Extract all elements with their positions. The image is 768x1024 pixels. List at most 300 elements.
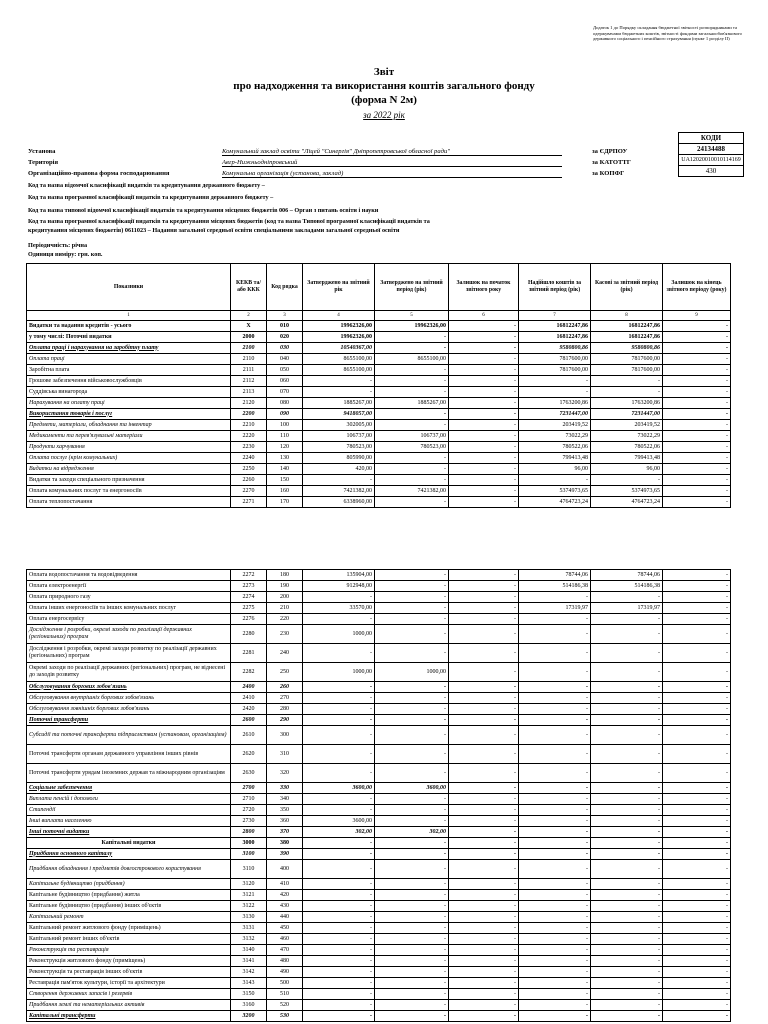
katottg-code: UA12020010010114169 xyxy=(679,155,744,166)
row-code-cell: 130 xyxy=(267,453,303,464)
value-cell: - xyxy=(303,376,375,387)
value-cell: - xyxy=(519,978,591,989)
value-cell: - xyxy=(303,682,375,693)
value-cell: - xyxy=(591,387,663,398)
value-cell: 7817600,00 xyxy=(519,365,591,376)
value-cell: - xyxy=(375,581,449,592)
value-cell: - xyxy=(449,486,519,497)
table-row xyxy=(27,849,731,860)
row-label: Заробітна плата xyxy=(27,365,231,376)
value-cell: - xyxy=(519,644,591,663)
row-code-cell: 420 xyxy=(267,890,303,901)
value-cell: 8655100,00 xyxy=(375,354,449,365)
value-cell: 78744,06 xyxy=(519,570,591,581)
row-label: Медикаменти та перев'язувальні матеріали xyxy=(27,431,231,442)
kekv-cell: 2270 xyxy=(231,486,267,497)
value-cell: - xyxy=(663,431,731,442)
value-cell: - xyxy=(591,956,663,967)
column-header: Показники xyxy=(27,264,231,311)
value-cell: - xyxy=(449,497,519,508)
value-cell: - xyxy=(449,387,519,398)
row-label: Обслуговування внутрішніх боргових зобов'язань xyxy=(27,693,231,704)
row-code-cell: 450 xyxy=(267,923,303,934)
row-code-cell: 430 xyxy=(267,901,303,912)
value-cell: - xyxy=(449,343,519,354)
row-label: Продукти харчування xyxy=(27,442,231,453)
value-cell: - xyxy=(519,376,591,387)
kekv-cell: 3140 xyxy=(231,945,267,956)
value-cell: - xyxy=(663,581,731,592)
value-cell: - xyxy=(663,901,731,912)
row-label: Оплата комунальних послуг та енергоносіїв xyxy=(27,486,231,497)
value-cell: - xyxy=(519,879,591,890)
row-code-cell: 510 xyxy=(267,989,303,1000)
kekv-cell: 2000 xyxy=(231,332,267,343)
value-cell: - xyxy=(663,570,731,581)
value-cell: - xyxy=(375,497,449,508)
value-cell: - xyxy=(375,592,449,603)
value-cell: - xyxy=(663,644,731,663)
kekv-cell: 2280 xyxy=(231,625,267,644)
table-row xyxy=(27,816,731,827)
value-cell: - xyxy=(591,805,663,816)
value-cell: 4764723,24 xyxy=(519,497,591,508)
value-cell: - xyxy=(303,715,375,726)
value-cell: - xyxy=(449,805,519,816)
value-cell: - xyxy=(663,849,731,860)
value-cell: - xyxy=(375,805,449,816)
value-cell: - xyxy=(375,745,449,764)
value-cell: 96,00 xyxy=(591,464,663,475)
value-cell: - xyxy=(449,764,519,783)
value-cell: 19962326,00 xyxy=(303,332,375,343)
row-label: Капітальне будівництво (придбання) xyxy=(27,879,231,890)
row-code-cell: 030 xyxy=(267,343,303,354)
table-row xyxy=(27,693,731,704)
row-code-cell: 060 xyxy=(267,376,303,387)
value-cell: - xyxy=(375,387,449,398)
value-cell: 1763200,86 xyxy=(591,398,663,409)
row-code-cell: 140 xyxy=(267,464,303,475)
value-cell: - xyxy=(591,1011,663,1022)
kekv-cell: 3142 xyxy=(231,967,267,978)
kopfg-code: 430 xyxy=(679,166,744,177)
value-cell: - xyxy=(449,376,519,387)
row-label: Капітальні трансферти xyxy=(27,1011,231,1022)
value-cell: - xyxy=(449,365,519,376)
value-cell: - xyxy=(591,704,663,715)
value-cell: - xyxy=(375,420,449,431)
value-cell: - xyxy=(375,764,449,783)
column-header: Надійшло коштів за звітний період (рік) xyxy=(519,264,591,311)
table-row xyxy=(27,956,731,967)
kekv-cell: 2230 xyxy=(231,442,267,453)
value-cell: 5374973,65 xyxy=(519,486,591,497)
row-code-cell: 210 xyxy=(267,603,303,614)
value-cell: 9418057,00 xyxy=(303,409,375,420)
row-label: Предмети, матеріали, обладнання та інвентар xyxy=(27,420,231,431)
table-row xyxy=(27,945,731,956)
value-cell: 302,00 xyxy=(375,827,449,838)
value-cell: - xyxy=(449,827,519,838)
row-code-cell: 260 xyxy=(267,682,303,693)
value-cell: - xyxy=(375,343,449,354)
row-code-cell: 390 xyxy=(267,849,303,860)
row-label: Реконструкція та реставрація інших об'єктів xyxy=(27,967,231,978)
row-label: Поточні трансферти урядам іноземних держав та міжнародним організаціям xyxy=(27,764,231,783)
value-cell: - xyxy=(663,442,731,453)
kekv-cell: 2710 xyxy=(231,794,267,805)
value-cell: - xyxy=(663,603,731,614)
value-cell: 9580800,86 xyxy=(519,343,591,354)
value-cell: - xyxy=(663,592,731,603)
row-label: Дослідження і розробки, окремі заходи розвитку по реалізації державних (регіональних) програм xyxy=(27,644,231,663)
kekv-cell: 2250 xyxy=(231,464,267,475)
value-cell: - xyxy=(591,625,663,644)
value-cell: 16812247,86 xyxy=(519,321,591,332)
value-cell: - xyxy=(591,890,663,901)
kopfg-label: за КОПФГ xyxy=(592,170,625,177)
value-cell: 514186,38 xyxy=(519,581,591,592)
value-cell: - xyxy=(303,693,375,704)
table-row xyxy=(27,398,731,409)
row-label: Оплата праці і нарахування на заробітну плату xyxy=(27,343,231,354)
value-cell: - xyxy=(663,365,731,376)
value-cell: - xyxy=(663,764,731,783)
row-label: Оплата праці xyxy=(27,354,231,365)
classification-line: Код та назва програмної класифікації видатків та кредитування державного бюджету – xyxy=(28,194,274,201)
value-cell: 73022,29 xyxy=(591,431,663,442)
value-cell: - xyxy=(375,956,449,967)
row-code-cell: 340 xyxy=(267,794,303,805)
kekv-cell: 2276 xyxy=(231,614,267,625)
table-row xyxy=(27,431,731,442)
value-cell: - xyxy=(663,945,731,956)
kekv-cell: 2113 xyxy=(231,387,267,398)
value-cell: 7231447,00 xyxy=(519,409,591,420)
ownership-form-label: Організаційно-правова форма господарювання xyxy=(28,170,170,177)
row-code-cell: 370 xyxy=(267,827,303,838)
row-label: Створення державних запасів і резервів xyxy=(27,989,231,1000)
value-cell: 780522,06 xyxy=(519,442,591,453)
value-cell: - xyxy=(663,715,731,726)
column-header: Касові за звітний період (рік) xyxy=(591,264,663,311)
row-code-cell: 520 xyxy=(267,1000,303,1011)
row-code-cell: 240 xyxy=(267,644,303,663)
value-cell: - xyxy=(663,663,731,682)
value-cell: - xyxy=(591,901,663,912)
kekv-cell: 3110 xyxy=(231,860,267,879)
row-code-cell: 310 xyxy=(267,745,303,764)
value-cell: - xyxy=(591,376,663,387)
value-cell: 1000,00 xyxy=(303,663,375,682)
value-cell: - xyxy=(449,409,519,420)
value-cell: - xyxy=(303,592,375,603)
table-row xyxy=(27,901,731,912)
value-cell: - xyxy=(449,860,519,879)
value-cell: - xyxy=(663,890,731,901)
value-cell: - xyxy=(449,989,519,1000)
value-cell: - xyxy=(519,912,591,923)
kekv-cell: 2700 xyxy=(231,783,267,794)
kekv-cell: 3143 xyxy=(231,978,267,989)
row-code-cell: 110 xyxy=(267,431,303,442)
row-label: Придбання землі та нематеріальних активів xyxy=(27,1000,231,1011)
value-cell: 135904,00 xyxy=(303,570,375,581)
value-cell: - xyxy=(375,682,449,693)
katottg-label: за КАТОТТГ xyxy=(592,159,631,166)
kekv-cell: 2210 xyxy=(231,420,267,431)
row-label: Капітальний ремонт xyxy=(27,912,231,923)
periodicity: Періодичність: річна xyxy=(28,242,88,249)
kekv-cell: 2800 xyxy=(231,827,267,838)
table-row xyxy=(27,497,731,508)
value-cell: - xyxy=(519,682,591,693)
row-label: Інші виплати населенню xyxy=(27,816,231,827)
value-cell: 302005,00 xyxy=(303,420,375,431)
row-label: Поточні трансферти xyxy=(27,715,231,726)
value-cell: - xyxy=(449,625,519,644)
value-cell: - xyxy=(663,1011,731,1022)
value-cell: - xyxy=(375,1011,449,1022)
kekv-cell: 3131 xyxy=(231,923,267,934)
value-cell: - xyxy=(375,570,449,581)
value-cell: - xyxy=(375,376,449,387)
appendix-note: Додаток 1 до Порядку складання бюджетної звітності розпорядниками та одержувачами бюджетних коштів, звітності фондами загальнообов'язкового державного соціального і пенсійного страхування (пункт 1 розділу ІІ) xyxy=(593,25,742,42)
value-cell: - xyxy=(591,644,663,663)
value-cell: 17319,97 xyxy=(519,603,591,614)
column-number: 2 xyxy=(231,311,267,321)
value-cell: - xyxy=(663,614,731,625)
row-label: Обслуговування зовнішніх боргових зобов'язань xyxy=(27,704,231,715)
kekv-cell: 2120 xyxy=(231,398,267,409)
value-cell: - xyxy=(663,475,731,486)
value-cell: - xyxy=(591,726,663,745)
value-cell: - xyxy=(449,693,519,704)
row-label: Дослідження і розробки, окремі заходи по реалізації державних (регіональних) програм xyxy=(27,625,231,644)
value-cell: 16812247,86 xyxy=(519,332,591,343)
table-row xyxy=(27,464,731,475)
table-row xyxy=(27,890,731,901)
codes-header: КОДИ xyxy=(679,133,744,144)
value-cell: 203419,52 xyxy=(591,420,663,431)
row-code-cell: 460 xyxy=(267,934,303,945)
table-row xyxy=(27,343,731,354)
row-label: Стипендії xyxy=(27,805,231,816)
row-label: Оплата інших енергоносіїв та інших комунальних послуг xyxy=(27,603,231,614)
value-cell: - xyxy=(591,783,663,794)
row-label: Соціальне забезпечення xyxy=(27,783,231,794)
value-cell: - xyxy=(375,1000,449,1011)
kekv-cell: 2110 xyxy=(231,354,267,365)
value-cell: 1000,00 xyxy=(375,663,449,682)
table-row xyxy=(27,332,731,343)
row-code-cell: 350 xyxy=(267,805,303,816)
value-cell: - xyxy=(449,923,519,934)
kekv-cell: 2272 xyxy=(231,570,267,581)
value-cell: - xyxy=(519,704,591,715)
value-cell: - xyxy=(591,764,663,783)
kekv-cell: 2730 xyxy=(231,816,267,827)
table-row xyxy=(27,805,731,816)
value-cell: - xyxy=(449,614,519,625)
value-cell: - xyxy=(663,978,731,989)
kekv-cell: 3141 xyxy=(231,956,267,967)
column-header: Затверджено на звітний рік xyxy=(303,264,375,311)
value-cell: 780522,06 xyxy=(591,442,663,453)
table-row xyxy=(27,409,731,420)
value-cell: - xyxy=(519,860,591,879)
value-cell: - xyxy=(519,945,591,956)
value-cell: - xyxy=(449,442,519,453)
table-header-row xyxy=(27,264,731,311)
table-row xyxy=(27,934,731,945)
value-cell: - xyxy=(663,879,731,890)
row-label: Обслуговування боргових зобов'язань xyxy=(27,682,231,693)
value-cell: - xyxy=(375,978,449,989)
row-code-cell: 100 xyxy=(267,420,303,431)
value-cell: - xyxy=(449,592,519,603)
value-cell: 96,00 xyxy=(519,464,591,475)
value-cell: - xyxy=(375,934,449,945)
value-cell: - xyxy=(449,715,519,726)
value-cell: - xyxy=(449,398,519,409)
value-cell: - xyxy=(303,1011,375,1022)
row-label: Інші поточні видатки xyxy=(27,827,231,838)
row-label: Капітальне будівництво (придбання) інших об'єктів xyxy=(27,901,231,912)
row-code-cell: 410 xyxy=(267,879,303,890)
value-cell: - xyxy=(449,794,519,805)
row-label: Капітальний ремонт житлового фонду (приміщень) xyxy=(27,923,231,934)
value-cell: - xyxy=(519,849,591,860)
table-row xyxy=(27,354,731,365)
row-label: Використання товарів і послуг xyxy=(27,409,231,420)
value-cell: - xyxy=(375,923,449,934)
row-code-cell: 230 xyxy=(267,625,303,644)
kekv-cell: 2275 xyxy=(231,603,267,614)
value-cell: - xyxy=(591,923,663,934)
column-number: 8 xyxy=(591,311,663,321)
row-label: Реконструкція та реставрація xyxy=(27,945,231,956)
value-cell: - xyxy=(449,890,519,901)
value-cell: - xyxy=(303,956,375,967)
table-row xyxy=(27,663,731,682)
row-code-cell: 270 xyxy=(267,693,303,704)
value-cell: - xyxy=(449,1011,519,1022)
territory-value: Авгр-Нижньодніпровський xyxy=(222,159,562,167)
classification-line: Код та назва програмної класифікації видатків та кредитування місцевих бюджетів (код та назва Типової програмної класифікації видатків та xyxy=(28,218,430,225)
value-cell: - xyxy=(591,592,663,603)
value-cell: - xyxy=(449,321,519,332)
value-cell: - xyxy=(663,497,731,508)
table-row xyxy=(27,794,731,805)
value-cell: - xyxy=(519,764,591,783)
kekv-cell: 2100 xyxy=(231,343,267,354)
value-cell: 3600,00 xyxy=(303,783,375,794)
value-cell: - xyxy=(375,838,449,849)
value-cell: - xyxy=(375,715,449,726)
value-cell: - xyxy=(303,934,375,945)
value-cell: - xyxy=(449,838,519,849)
value-cell: 16812247,86 xyxy=(591,321,663,332)
row-code-cell: 250 xyxy=(267,663,303,682)
row-label: Видатки та заходи спеціального призначення xyxy=(27,475,231,486)
value-cell: - xyxy=(449,603,519,614)
value-cell: - xyxy=(519,783,591,794)
value-cell: - xyxy=(519,989,591,1000)
value-cell: - xyxy=(519,625,591,644)
value-cell: 302,00 xyxy=(303,827,375,838)
value-cell: 7231447,00 xyxy=(591,409,663,420)
row-label: Оплата послуг (крім комунальних) xyxy=(27,453,231,464)
row-code-cell: 320 xyxy=(267,764,303,783)
value-cell: - xyxy=(663,967,731,978)
value-cell: - xyxy=(519,794,591,805)
value-cell: - xyxy=(519,805,591,816)
value-cell: - xyxy=(375,644,449,663)
value-cell: - xyxy=(375,453,449,464)
table-row xyxy=(27,603,731,614)
value-cell: - xyxy=(591,663,663,682)
table-row xyxy=(27,570,731,581)
value-cell: - xyxy=(449,912,519,923)
row-code-cell: 440 xyxy=(267,912,303,923)
value-cell: - xyxy=(663,343,731,354)
value-cell: 17319,97 xyxy=(591,603,663,614)
row-code-cell: 300 xyxy=(267,726,303,745)
row-code-cell: 400 xyxy=(267,860,303,879)
kekv-cell: 2112 xyxy=(231,376,267,387)
kekv-cell: 2273 xyxy=(231,581,267,592)
value-cell: 1000,00 xyxy=(303,625,375,644)
kekv-cell: 2720 xyxy=(231,805,267,816)
table-row xyxy=(27,453,731,464)
row-code-cell: 380 xyxy=(267,838,303,849)
form-name: (форма N 2м) xyxy=(351,94,417,106)
value-cell: - xyxy=(303,849,375,860)
value-cell: - xyxy=(375,693,449,704)
value-cell: - xyxy=(519,614,591,625)
column-header: Затверджено на звітний період (рік) xyxy=(375,264,449,311)
value-cell: 780523,00 xyxy=(303,442,375,453)
table-row xyxy=(27,614,731,625)
value-cell: - xyxy=(449,464,519,475)
table-row xyxy=(27,783,731,794)
kekv-cell: 2630 xyxy=(231,764,267,783)
kekv-cell: 2274 xyxy=(231,592,267,603)
kekv-cell: 2610 xyxy=(231,726,267,745)
column-number: 7 xyxy=(519,311,591,321)
value-cell: - xyxy=(449,879,519,890)
row-label: Оплата енергосервісу xyxy=(27,614,231,625)
row-label: Субсидії та поточні трансферти підприємствам (установам, організаціям) xyxy=(27,726,231,745)
value-cell: 805990,00 xyxy=(303,453,375,464)
report-subtitle: про надходження та використання коштів загального фонду xyxy=(233,80,535,92)
value-cell: 7817600,00 xyxy=(591,365,663,376)
value-cell: 5374973,65 xyxy=(591,486,663,497)
row-code-cell: 470 xyxy=(267,945,303,956)
kekv-cell: 2410 xyxy=(231,693,267,704)
kekv-cell: X xyxy=(231,321,267,332)
table-row xyxy=(27,387,731,398)
value-cell: 1763200,86 xyxy=(519,398,591,409)
value-cell: - xyxy=(591,989,663,1000)
value-cell: - xyxy=(449,682,519,693)
row-label: Реконструкція житлового фонду (приміщень) xyxy=(27,956,231,967)
value-cell: - xyxy=(303,967,375,978)
value-cell: - xyxy=(519,923,591,934)
value-cell: - xyxy=(663,420,731,431)
